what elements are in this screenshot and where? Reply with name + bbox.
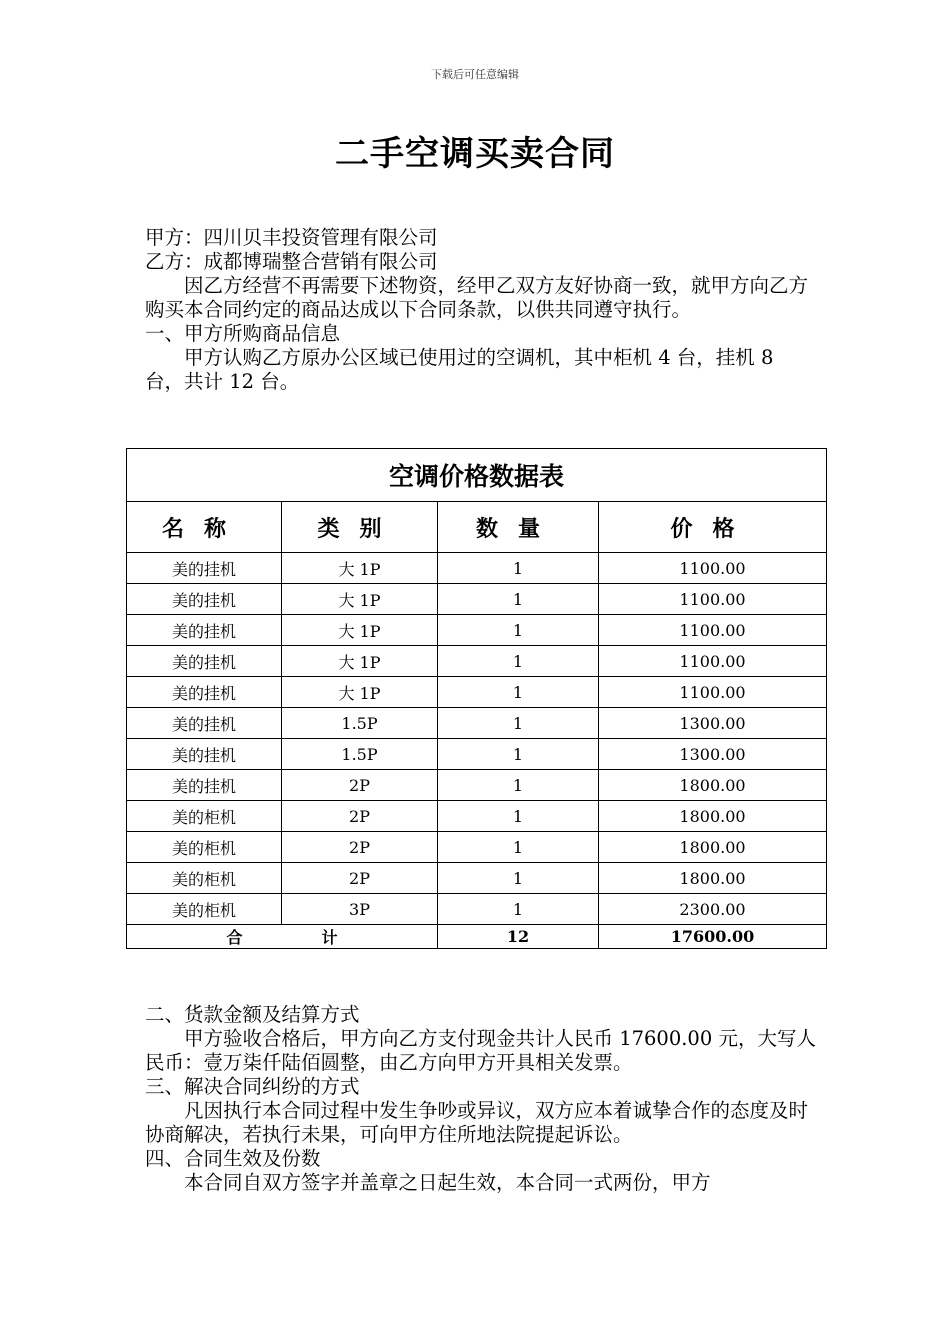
section-3-heading: 三、解决合同纠纷的方式 — [145, 1075, 360, 1098]
cell-name: 美的柜机 — [127, 832, 282, 863]
cell-price: 1100.00 — [599, 646, 827, 677]
cell-type: 大 1P — [282, 553, 438, 584]
contract-terms-block — [145, 1003, 817, 1195]
cell-name: 美的挂机 — [127, 708, 282, 739]
cell-type: 2P — [282, 801, 438, 832]
cell-price: 1800.00 — [599, 832, 827, 863]
column-header-price: 价格 — [599, 502, 827, 553]
cell-price: 1100.00 — [599, 615, 827, 646]
cell-quantity: 1 — [438, 646, 599, 677]
section-2-text: 甲方验收合格后，甲方向乙方支付现金共计人民币 17600.00 元，大写人民币：壹万柒仟陆佰圆整，由乙方向甲方开具相关发票。 — [145, 1027, 816, 1074]
section-4-text: 本合同自双方签字并盖章之日起生效，本合同一式两份，甲方 — [184, 1171, 711, 1194]
cell-name: 美的挂机 — [127, 739, 282, 770]
cell-type: 1.5P — [282, 739, 438, 770]
column-header-quantity: 数量 — [438, 502, 599, 553]
cell-price: 1800.00 — [599, 801, 827, 832]
table-row — [127, 801, 827, 832]
table-row — [127, 708, 827, 739]
cell-quantity: 1 — [438, 584, 599, 615]
cell-type: 2P — [282, 770, 438, 801]
total-label-2: 计 — [321, 928, 338, 947]
table-row — [127, 553, 827, 584]
cell-quantity: 1 — [438, 677, 599, 708]
section-4-heading: 四、合同生效及份数 — [145, 1147, 321, 1170]
cell-quantity: 1 — [438, 770, 599, 801]
section-2-heading: 二、货款金额及结算方式 — [145, 1003, 360, 1026]
table-row — [127, 615, 827, 646]
total-quantity: 12 — [438, 925, 599, 949]
cell-price: 1100.00 — [599, 584, 827, 615]
column-header-name: 名称 — [127, 502, 282, 553]
table-row — [127, 646, 827, 677]
total-label-1: 合 — [226, 928, 243, 947]
party-b-line: 乙方：成都博瑞整合营销有限公司 — [145, 250, 438, 273]
cell-price: 1800.00 — [599, 863, 827, 894]
table-row — [127, 770, 827, 801]
cell-quantity: 1 — [438, 739, 599, 770]
total-label-cell — [127, 925, 438, 949]
cell-type: 2P — [282, 832, 438, 863]
cell-name: 美的挂机 — [127, 677, 282, 708]
table-row — [127, 863, 827, 894]
cell-quantity: 1 — [438, 894, 599, 925]
cell-name: 美的挂机 — [127, 584, 282, 615]
cell-price: 1100.00 — [599, 553, 827, 584]
table-body — [127, 553, 827, 925]
cell-quantity: 1 — [438, 832, 599, 863]
cell-quantity: 1 — [438, 708, 599, 739]
cell-name: 美的挂机 — [127, 646, 282, 677]
document-title: 二手空调买卖合同 — [335, 134, 615, 174]
cell-price: 1800.00 — [599, 770, 827, 801]
section-3-text: 凡因执行本合同过程中发生争吵或异议，双方应本着诚挚合作的态度及时协商解决，若执行未果，可向甲方住所地法院提起诉讼。 — [145, 1099, 809, 1146]
table-total-row — [127, 925, 827, 949]
cell-price: 2300.00 — [599, 894, 827, 925]
cell-name: 美的柜机 — [127, 894, 282, 925]
cell-type: 1.5P — [282, 708, 438, 739]
cell-type: 2P — [282, 863, 438, 894]
cell-quantity: 1 — [438, 801, 599, 832]
cell-quantity: 1 — [438, 863, 599, 894]
cell-name: 美的柜机 — [127, 863, 282, 894]
table-row — [127, 832, 827, 863]
table-row — [127, 584, 827, 615]
cell-price: 1100.00 — [599, 677, 827, 708]
cell-type: 大 1P — [282, 584, 438, 615]
cell-name: 美的挂机 — [127, 615, 282, 646]
contract-intro-block — [145, 226, 817, 394]
cell-type: 大 1P — [282, 615, 438, 646]
cell-type: 大 1P — [282, 677, 438, 708]
cell-price: 1300.00 — [599, 739, 827, 770]
cell-quantity: 1 — [438, 553, 599, 584]
table-header-row — [127, 502, 827, 553]
cell-name: 美的挂机 — [127, 553, 282, 584]
cell-name: 美的柜机 — [127, 801, 282, 832]
section-1-heading: 一、甲方所购商品信息 — [145, 322, 341, 345]
cell-quantity: 1 — [438, 615, 599, 646]
total-price: 17600.00 — [599, 925, 827, 949]
cell-type: 大 1P — [282, 646, 438, 677]
cell-price: 1300.00 — [599, 708, 827, 739]
price-table — [126, 448, 827, 949]
intro-paragraph: 因乙方经营不再需要下述物资，经甲乙双方友好协商一致，就甲方向乙方购买本合同约定的商品达成以下合同条款，以供共同遵守执行。 — [145, 274, 809, 321]
column-header-type: 类别 — [282, 502, 438, 553]
table-row — [127, 739, 827, 770]
table-row — [127, 894, 827, 925]
header-note: 下载后可任意编辑 — [431, 68, 519, 81]
section-1-text: 甲方认购乙方原办公区域已使用过的空调机，其中柜机 4 台，挂机 8 台，共计 12 台。 — [145, 346, 774, 393]
cell-type: 3P — [282, 894, 438, 925]
party-a-line: 甲方：四川贝丰投资管理有限公司 — [145, 226, 438, 249]
cell-name: 美的挂机 — [127, 770, 282, 801]
table-caption: 空调价格数据表 — [127, 449, 827, 502]
table-row — [127, 677, 827, 708]
